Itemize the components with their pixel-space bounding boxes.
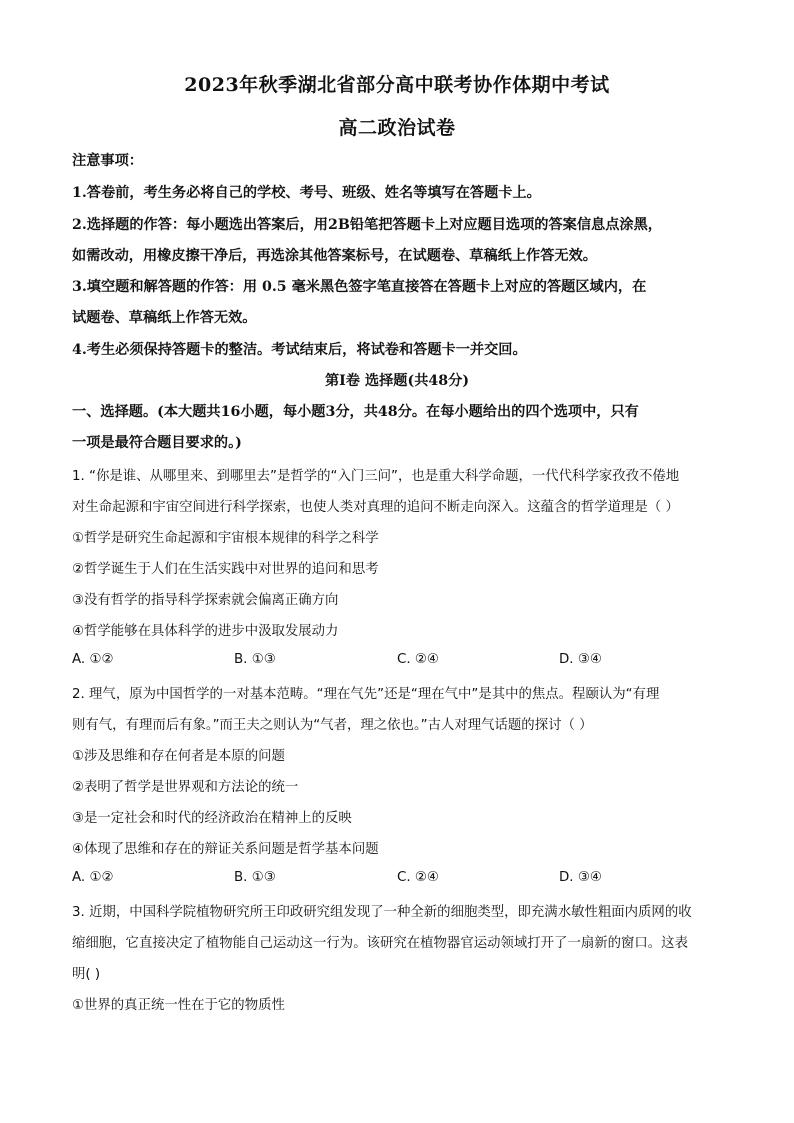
section-title: 第Ⅰ卷 选择题(共48分) [324, 373, 470, 389]
option-c: C. ②④ [397, 870, 439, 885]
option-a: A. ①② [72, 652, 114, 667]
question-1-statement: ④哲学能够在具体科学的进步中汲取发展动力 [72, 624, 339, 639]
notice-line: 3.填空题和解答题的作答：用 0.5 毫米黑色签字笔直接答在答题卡上对应的答题区域内，在 [72, 279, 647, 295]
section-instruction: 一项是最符合题目要求的。) [72, 435, 242, 451]
question-1-statement: ②哲学诞生于人们在生活实践中对世界的追问和思考 [72, 562, 379, 577]
option-a: A. ①② [72, 870, 114, 885]
question-3-statement: ①世界的真正统一性在于它的物质性 [72, 998, 285, 1013]
question-1-stem: 对生命起源和宇宙空间进行科学探索，也使人类对真理的追问不断走向深入。这蕴含的哲学道理是（ ） [72, 500, 679, 515]
question-3-stem: 缩细胞，它直接决定了植物能自己运动这一行为。该研究在植物器官运动领域打开了一扇新的窗口。这表 [72, 936, 688, 951]
notice-line: 如需改动，用橡皮擦干净后，再选涂其他答案标号，在试题卷、草稿纸上作答无效。 [72, 248, 597, 264]
option-d: D. ③④ [559, 652, 602, 667]
section-instruction: 一、选择题。(本大题共16小题，每小题3分，共48分。在每小题给出的四个选项中，只有 [72, 404, 639, 420]
question-1-statement: ③没有哲学的指导科学探索就会偏离正确方向 [72, 593, 339, 608]
question-2-stem: 则有气，有理而后有象。”而王夫之则认为“气者，理之依也。”古人对理气话题的探讨（ ） [72, 718, 593, 733]
question-2-stem: 2. 理气，原为中国哲学的一对基本范畴。“理在气先”还是“理在气中”是其中的焦点。程颐认为“有理 [72, 687, 660, 702]
question-3-stem: 明( ) [72, 967, 101, 982]
option-b: B. ①③ [234, 652, 276, 667]
question-2-statement: ②表明了哲学是世界观和方法论的统一 [72, 780, 299, 795]
notice-line: 1.答卷前，考生务必将自己的学校、考号、班级、姓名等填写在答题卡上。 [72, 185, 541, 201]
exam-subtitle: 高二政治试卷 [338, 117, 456, 139]
question-2-statement: ④体现了思维和存在的辩证关系问题是哲学基本问题 [72, 842, 379, 857]
question-1-statement: ①哲学是研究生命起源和宇宙根本规律的科学之科学 [72, 531, 379, 546]
option-d: D. ③④ [559, 870, 602, 885]
question-1-stem: 1. “你是谁、从哪里来、到哪里去”是哲学的“入门三问”，也是重大科学命题，一代代科学家孜孜不倦地 [72, 469, 680, 484]
option-b: B. ①③ [234, 870, 276, 885]
notice-line: 2.选择题的作答：每小题选出答案后，用2B铅笔把答题卡上对应题目选项的答案信息点涂黑， [72, 217, 662, 233]
notice-line: 试题卷、草稿纸上作答无效。 [72, 310, 257, 326]
exam-title: 2023年秋季湖北省部分高中联考协作体期中考试 [184, 74, 610, 96]
question-2-statement: ①涉及思维和存在何者是本原的问题 [72, 749, 285, 764]
notice-line: 4.考生必须保持答题卡的整洁。考试结束后，将试卷和答题卡一并交回。 [72, 342, 527, 358]
option-c: C. ②④ [397, 652, 439, 667]
question-2-statement: ③是一定社会和时代的经济政治在精神上的反映 [72, 811, 352, 826]
notice-heading: 注意事项： [72, 153, 143, 169]
question-3-stem: 3. 近期，中国科学院植物研究所王印政研究组发现了一种全新的细胞类型，即充满水敏性粗面内质网的收 [72, 905, 692, 920]
